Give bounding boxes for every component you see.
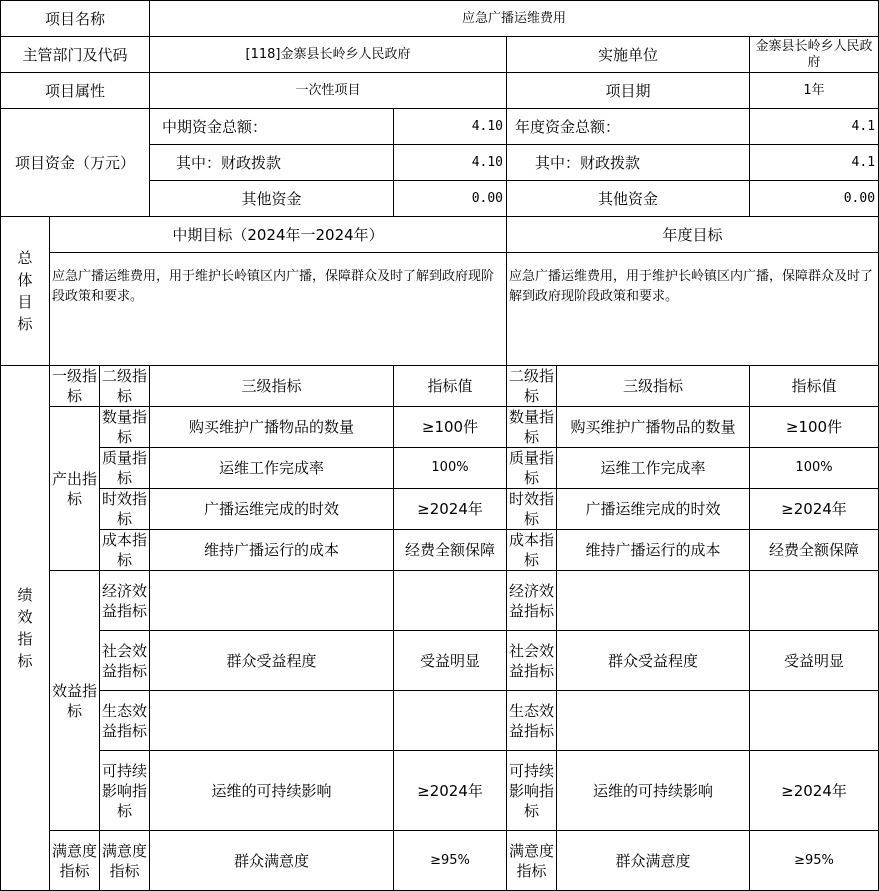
year-goal-label: 年度目标 <box>507 217 879 253</box>
mid-fiscal-value: 4.10 <box>394 145 507 181</box>
year-fiscal-label: 其中：财政拨款 <box>507 145 750 181</box>
year-other-label: 其他资金 <box>507 181 750 217</box>
goals-label: 总体目标 <box>1 217 50 366</box>
perf-year-val <box>750 571 879 631</box>
perf-year-val <box>750 691 879 751</box>
perf-l3-year: 广播运维完成的时效 <box>557 489 750 530</box>
year-goal-text: 应急广播运维费用，用于维护长岭镇区内广播，保障群众及时了解到政府现阶段政策和要求。 <box>507 253 879 366</box>
mid-other-value: 0.00 <box>394 181 507 217</box>
perf-mid-val: ≥95% <box>394 831 507 891</box>
period-value: 1年 <box>750 73 879 109</box>
perf-header-val-year: 指标值 <box>750 366 879 407</box>
perf-l2-year: 成本指标 <box>507 530 557 571</box>
perf-mid-val <box>394 691 507 751</box>
goals-header-row <box>1 217 879 253</box>
perf-header-val: 指标值 <box>394 366 507 407</box>
perf-l2-year: 时效指标 <box>507 489 557 530</box>
satisfaction-indicator-label: 满意度指标 <box>50 831 100 891</box>
perf-l3: 购买维护广播物品的数量 <box>150 407 394 448</box>
perf-l3: 广播运维完成的时效 <box>150 489 394 530</box>
perf-row <box>1 489 879 530</box>
dept-value: [118]金寨县长岭乡人民政府 <box>150 37 507 73</box>
mid-goal-label: 中期目标（2024年一2024年） <box>50 217 507 253</box>
funds-label: 项目资金（万元） <box>1 109 150 217</box>
perf-l3: 群众满意度 <box>150 831 394 891</box>
perf-l2: 满意度指标 <box>100 831 150 891</box>
perf-mid-val: ≥100件 <box>394 407 507 448</box>
attr-value: 一次性项目 <box>150 73 507 109</box>
perf-year-val: 经费全额保障 <box>750 530 879 571</box>
perf-year-val: 100% <box>750 448 879 489</box>
perf-mid-val: 受益明显 <box>394 631 507 691</box>
perf-l3-year: 维持广播运行的成本 <box>557 530 750 571</box>
perf-l2-year: 质量指标 <box>507 448 557 489</box>
perf-header-l1: 一级指标 <box>50 366 100 407</box>
perf-mid-val: 100% <box>394 448 507 489</box>
attr-label: 项目属性 <box>1 73 150 109</box>
goals-text-row <box>1 253 879 366</box>
perf-row <box>1 530 879 571</box>
output-indicator-label: 产出指标 <box>50 407 100 571</box>
perf-row <box>1 751 879 831</box>
impl-unit-value: 金寨县长岭乡人民政府 <box>750 37 879 73</box>
perf-l2-year: 数量指标 <box>507 407 557 448</box>
perf-row <box>1 571 879 631</box>
perf-l3: 运维工作完成率 <box>150 448 394 489</box>
mid-goal-text: 应急广播运维费用，用于维护长岭镇区内广播，保障群众及时了解到政府现阶段政策和要求。 <box>50 253 507 366</box>
perf-mid-val: 经费全额保障 <box>394 530 507 571</box>
perf-l2-year: 经济效益指标 <box>507 571 557 631</box>
perf-l2: 成本指标 <box>100 530 150 571</box>
perf-l2-year: 满意度指标 <box>507 831 557 891</box>
perf-l3 <box>150 571 394 631</box>
perf-year-val: ≥95% <box>750 831 879 891</box>
perf-row <box>1 831 879 891</box>
perf-header-l3: 三级指标 <box>150 366 394 407</box>
perf-l2: 经济效益指标 <box>100 571 150 631</box>
perf-l3: 维持广播运行的成本 <box>150 530 394 571</box>
year-other-value: 0.00 <box>750 181 879 217</box>
dept-label: 主管部门及代码 <box>1 37 150 73</box>
perf-l2: 社会效益指标 <box>100 631 150 691</box>
mid-fiscal-label: 其中：财政拨款 <box>150 145 394 181</box>
perf-header-l3-year: 三级指标 <box>557 366 750 407</box>
mid-total-value: 4.10 <box>394 109 507 145</box>
perf-l3-year: 运维工作完成率 <box>557 448 750 489</box>
year-fiscal-value: 4.1 <box>750 145 879 181</box>
perf-l2: 可持续影响指标 <box>100 751 150 831</box>
perf-l3-year: 群众受益程度 <box>557 631 750 691</box>
perf-l2: 数量指标 <box>100 407 150 448</box>
impl-unit-label: 实施单位 <box>507 37 750 73</box>
funds-row-total <box>1 109 879 145</box>
perf-row <box>1 448 879 489</box>
perf-l3-year <box>557 571 750 631</box>
perf-l3 <box>150 691 394 751</box>
perf-year-val: 受益明显 <box>750 631 879 691</box>
perf-year-val: ≥2024年 <box>750 751 879 831</box>
perf-header-row <box>1 366 879 407</box>
perf-mid-val: ≥2024年 <box>394 489 507 530</box>
perf-l2: 时效指标 <box>100 489 150 530</box>
perf-l2: 质量指标 <box>100 448 150 489</box>
perf-row <box>1 631 879 691</box>
perf-l2-year: 社会效益指标 <box>507 631 557 691</box>
benefit-indicator-label: 效益指标 <box>50 571 100 831</box>
project-name-value: 应急广播运维费用 <box>150 1 879 37</box>
perf-l2-year: 生态效益指标 <box>507 691 557 751</box>
perf-l3: 运维的可持续影响 <box>150 751 394 831</box>
perf-year-val: ≥100件 <box>750 407 879 448</box>
attr-row <box>1 73 879 109</box>
perf-l3-year <box>557 691 750 751</box>
perf-mid-val: ≥2024年 <box>394 751 507 831</box>
mid-total-label: 中期资金总额： <box>150 109 394 145</box>
perf-l3-year: 群众满意度 <box>557 831 750 891</box>
project-name-label: 项目名称 <box>1 1 150 37</box>
perf-year-val: ≥2024年 <box>750 489 879 530</box>
perf-l3-year: 购买维护广播物品的数量 <box>557 407 750 448</box>
perf-label: 绩效指标 <box>1 366 50 891</box>
dept-row <box>1 37 879 73</box>
perf-row <box>1 407 879 448</box>
perf-header-l2-year: 二级指标 <box>507 366 557 407</box>
mid-other-label: 其他资金 <box>150 181 394 217</box>
perf-l2-year: 可持续影响指标 <box>507 751 557 831</box>
perf-header-l2: 二级指标 <box>100 366 150 407</box>
perf-l3: 群众受益程度 <box>150 631 394 691</box>
period-label: 项目期 <box>507 73 750 109</box>
year-total-value: 4.1 <box>750 109 879 145</box>
year-total-label: 年度资金总额： <box>507 109 750 145</box>
perf-mid-val <box>394 571 507 631</box>
project-name-row <box>1 1 879 37</box>
perf-l2: 生态效益指标 <box>100 691 150 751</box>
perf-l3-year: 运维的可持续影响 <box>557 751 750 831</box>
perf-row <box>1 691 879 751</box>
